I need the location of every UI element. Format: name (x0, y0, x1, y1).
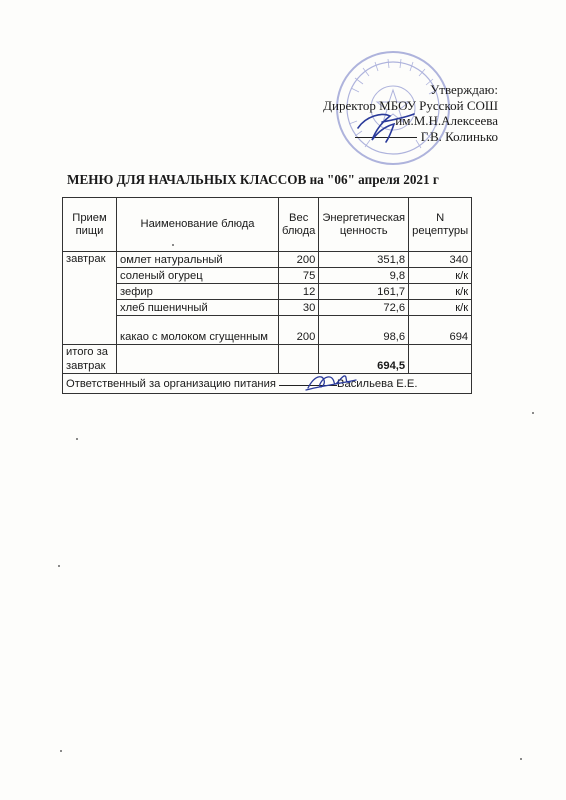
page-title: МЕНЮ ДЛЯ НАЧАЛЬНЫХ КЛАССОВ на "06" апреля 2021 г (67, 172, 439, 187)
energy-cell: 9,8 (319, 268, 409, 284)
dish-cell: какао с молоком сгущенным (117, 316, 279, 345)
column-header-dish: Наименование блюда (117, 198, 279, 252)
responsible-line (66, 378, 417, 390)
menu-table (62, 197, 472, 394)
responsible-cell (63, 374, 472, 394)
scan-speck (532, 412, 534, 414)
approval-position: Директор МБОУ Русской СОШ (323, 97, 498, 113)
column-header-energy: Энергетическая ценность (319, 198, 409, 252)
energy-cell: 161,7 (319, 284, 409, 300)
recipe-cell: 340 (409, 252, 472, 268)
dish-cell: хлеб пшеничный (117, 300, 279, 316)
table-row (63, 284, 472, 300)
table-header-row (63, 198, 472, 252)
dish-cell: зефир (117, 284, 279, 300)
empty-cell (117, 345, 279, 374)
scan-speck (60, 750, 62, 752)
table-row (63, 316, 472, 345)
table-row (63, 300, 472, 316)
column-header-weight: Вес блюда (279, 198, 319, 252)
weight-cell: 12 (279, 284, 319, 300)
dish-cell: соленый огурец (117, 268, 279, 284)
responsible-signature (304, 370, 358, 396)
column-header-recipe: N рецептуры (409, 198, 472, 252)
weight-cell: 75 (279, 268, 319, 284)
recipe-cell: к/к (409, 268, 472, 284)
total-label-cell: итого за завтрак (63, 345, 117, 374)
scan-speck (76, 438, 78, 440)
director-signature (352, 108, 422, 146)
recipe-cell: 694 (409, 316, 472, 345)
weight-cell: 200 (279, 316, 319, 345)
meal-cell: завтрак (63, 252, 117, 345)
scan-speck (172, 244, 174, 246)
table-row (63, 252, 472, 268)
approval-director-name: Г.В. Колинько (420, 128, 498, 144)
total-row (63, 345, 472, 374)
energy-cell: 351,8 (319, 252, 409, 268)
approval-school-name: им.М.Н.Алексеева (395, 113, 498, 128)
table-row (63, 268, 472, 284)
approval-heading: Утверждаю: (430, 82, 498, 97)
scan-speck (520, 758, 522, 760)
energy-cell: 98,6 (319, 316, 409, 345)
column-header-meal: Прием пищи (63, 198, 117, 252)
responsible-row (63, 374, 472, 394)
energy-cell: 72,6 (319, 300, 409, 316)
weight-cell: 30 (279, 300, 319, 316)
scan-speck (58, 565, 60, 567)
responsible-name: Васильева Е.Е. (337, 377, 418, 390)
recipe-cell: к/к (409, 300, 472, 316)
recipe-cell: к/к (409, 284, 472, 300)
total-energy-cell: 694,5 (319, 345, 409, 374)
dish-cell: омлет натуральный (117, 252, 279, 268)
weight-cell: 200 (279, 252, 319, 268)
responsible-label: Ответственный за организацию питания (66, 377, 276, 390)
empty-cell (409, 345, 472, 374)
